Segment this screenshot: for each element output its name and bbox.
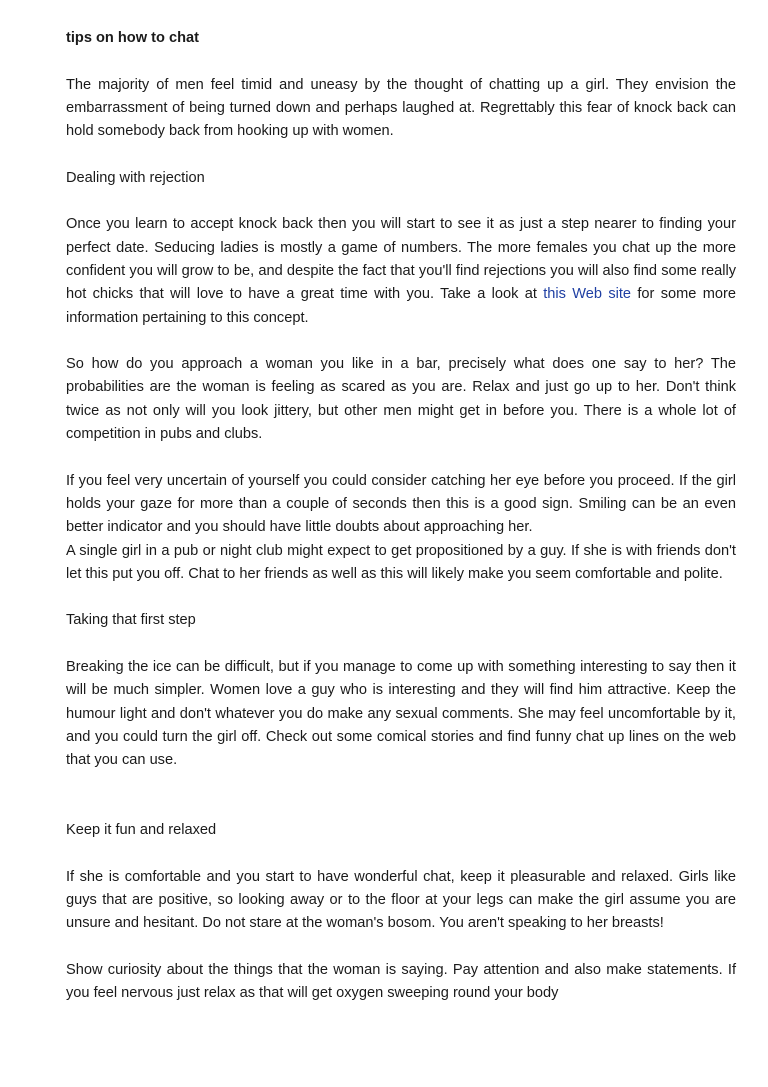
paragraph-rejection-text-before: Once you learn to accept knock back then you will start to see it as just a step nearer to finding your perfect date. Seducing ladies is mostly a game of numbers. The more females you chat up the more confident you will grow to be, and despite the fact that you'll find rejections you will also find some really hot chicks that will love to have a great time with you. Take a look at: [66, 216, 736, 303]
paragraph-rejection: [66, 213, 736, 329]
section-heading-rejection: Dealing with rejection: [66, 169, 205, 186]
paragraph-comfortable: If she is comfortable and you start to have wonderful chat, keep it pleasurable and relaxed. Girls like guys that are positive, so looking away or to the floor at your legs can make the girl assume you are unsure and hesitant. Do not stare at the woman's bosom. You aren't speaking to her breasts!: [66, 868, 736, 932]
blank-line: [66, 796, 736, 819]
paragraph-rejection-text-after: for some more information pertaining to this concept.: [66, 286, 736, 326]
paragraph-intro: The majority of men feel timid and uneasy by the thought of chatting up a girl. They envision the embarrassment of being turned down and perhaps laughed at. Regrettably this fear of knock back can hold somebody back from hooking up with women.: [66, 76, 736, 140]
document-page: [66, 27, 736, 1029]
section-heading-first-step: Taking that first step: [66, 612, 196, 629]
section-heading-fun: Keep it fun and relaxed: [66, 822, 217, 839]
web-site-link[interactable]: this Web site: [543, 286, 632, 303]
paragraph-single-girl: A single girl in a pub or night club might expect to get propositioned by a guy. If she is with friends don't let this put you off. Chat to her friends as well as this will likely make you seem comfortable and polite.: [66, 542, 736, 582]
paragraph-breaking-ice: Breaking the ice can be difficult, but if you manage to come up with something interesting to say then it will be much simpler. Women love a guy who is interesting and they will find him attractive. Keep the humour light and don't whatever you do make any sexual comments. She may feel uncomfortable by it, and you could turn the girl off. Check out some comical stories and find funny chat up lines on the web that you can use.: [66, 659, 736, 769]
document-title: tips on how to chat: [66, 30, 199, 46]
paragraph-approach: So how do you approach a woman you like in a bar, precisely what does one say to her? The probabilities are the woman is feeling as scared as you are. Relax and just go up to her. Don't think twice as not only will you look jittery, but other men might get in before you. There is a whole lot of competition in pubs and clubs.: [66, 356, 736, 443]
paragraph-uncertain: If you feel very uncertain of yourself you could consider catching her eye before you proceed. If the girl holds your gaze for more than a couple of seconds then this is a good sign. Smiling can be an even better indicator and you should have little doubts about approaching her.: [66, 472, 736, 536]
paragraph-curiosity: Show curiosity about the things that the woman is saying. Pay attention and also make statements. If you feel nervous just relax as that will get oxygen sweeping round your body: [66, 961, 736, 1002]
